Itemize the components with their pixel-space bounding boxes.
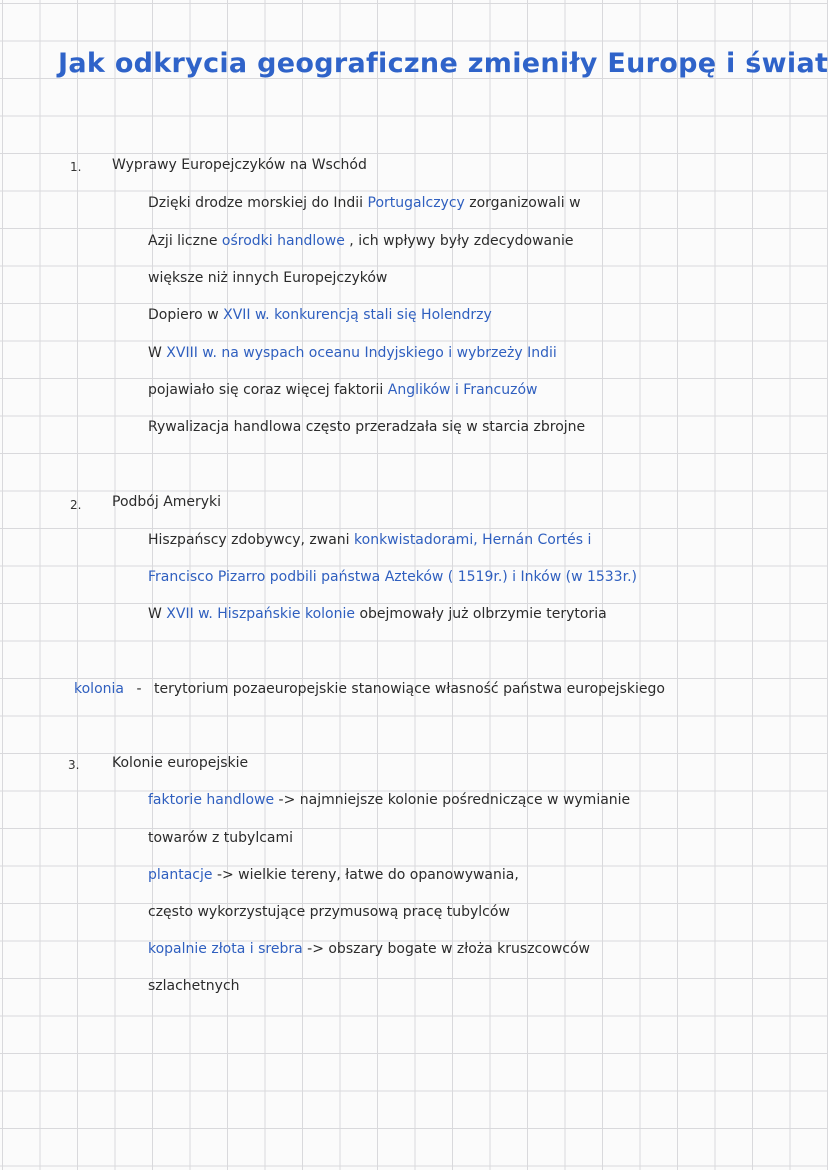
note-line: plantacje -> wielkie tereny, łatwe do opanowywania,: [148, 867, 519, 883]
section-heading: Kolonie europejskie: [112, 755, 249, 771]
section-heading: Podbój Ameryki: [112, 494, 222, 510]
note-line: Azji liczne ośrodki handlowe , ich wpływy były zdecydowanie: [148, 233, 574, 249]
note-line: W XVII w. Hiszpańskie kolonie obejmowały już olbrzymie terytoria: [148, 606, 607, 622]
section-number: 1.: [70, 160, 82, 174]
note-line: Dopiero w XVII w. konkurencją stali się Holendrzy: [148, 307, 492, 323]
note-line: często wykorzystujące przymusową pracę tubylców: [148, 904, 510, 920]
note-line: Rywalizacja handlowa często przeradzała się w starcia zbrojne: [148, 419, 586, 435]
definition-term: kolonia: [74, 681, 124, 697]
note-line: pojawiało się coraz więcej faktorii Anglików i Francuzów: [148, 382, 538, 398]
page-title: Jak odkrycia geograficzne zmieniły Europę i świat: [58, 48, 828, 79]
note-line: Francisco Pizarro podbili państwa Azteków ( 1519r.) i Inków (w 1533r.): [148, 569, 637, 585]
section-heading: Wyprawy Europejczyków na Wschód: [112, 157, 367, 173]
note-line: kopalnie złota i srebra -> obszary bogate w złoża kruszcowców: [148, 941, 590, 957]
note-line: Hiszpańscy zdobywcy, zwani konkwistadorami, Hernán Cortés i: [148, 532, 592, 548]
note-line: większe niż innych Europejczyków: [148, 270, 388, 286]
note-line: Dzięki drodze morskiej do Indii Portugalczycy zorganizowali w: [148, 195, 581, 211]
note-line: faktorie handlowe -> najmniejsze kolonie pośredniczące w wymianie: [148, 792, 631, 808]
note-line: W XVIII w. na wyspach oceanu Indyjskiego i wybrzeży Indii: [148, 345, 557, 361]
definition-dash: -: [136, 681, 142, 697]
definition-text: terytorium pozaeuropejskie stanowiące własność państwa europejskiego: [153, 681, 665, 697]
note-line: towarów z tubylcami: [148, 830, 294, 846]
section-number: 3.: [68, 758, 80, 772]
definition-line: [74, 681, 665, 697]
section-number: 2.: [70, 498, 82, 512]
note-line: szlachetnych: [148, 978, 240, 994]
